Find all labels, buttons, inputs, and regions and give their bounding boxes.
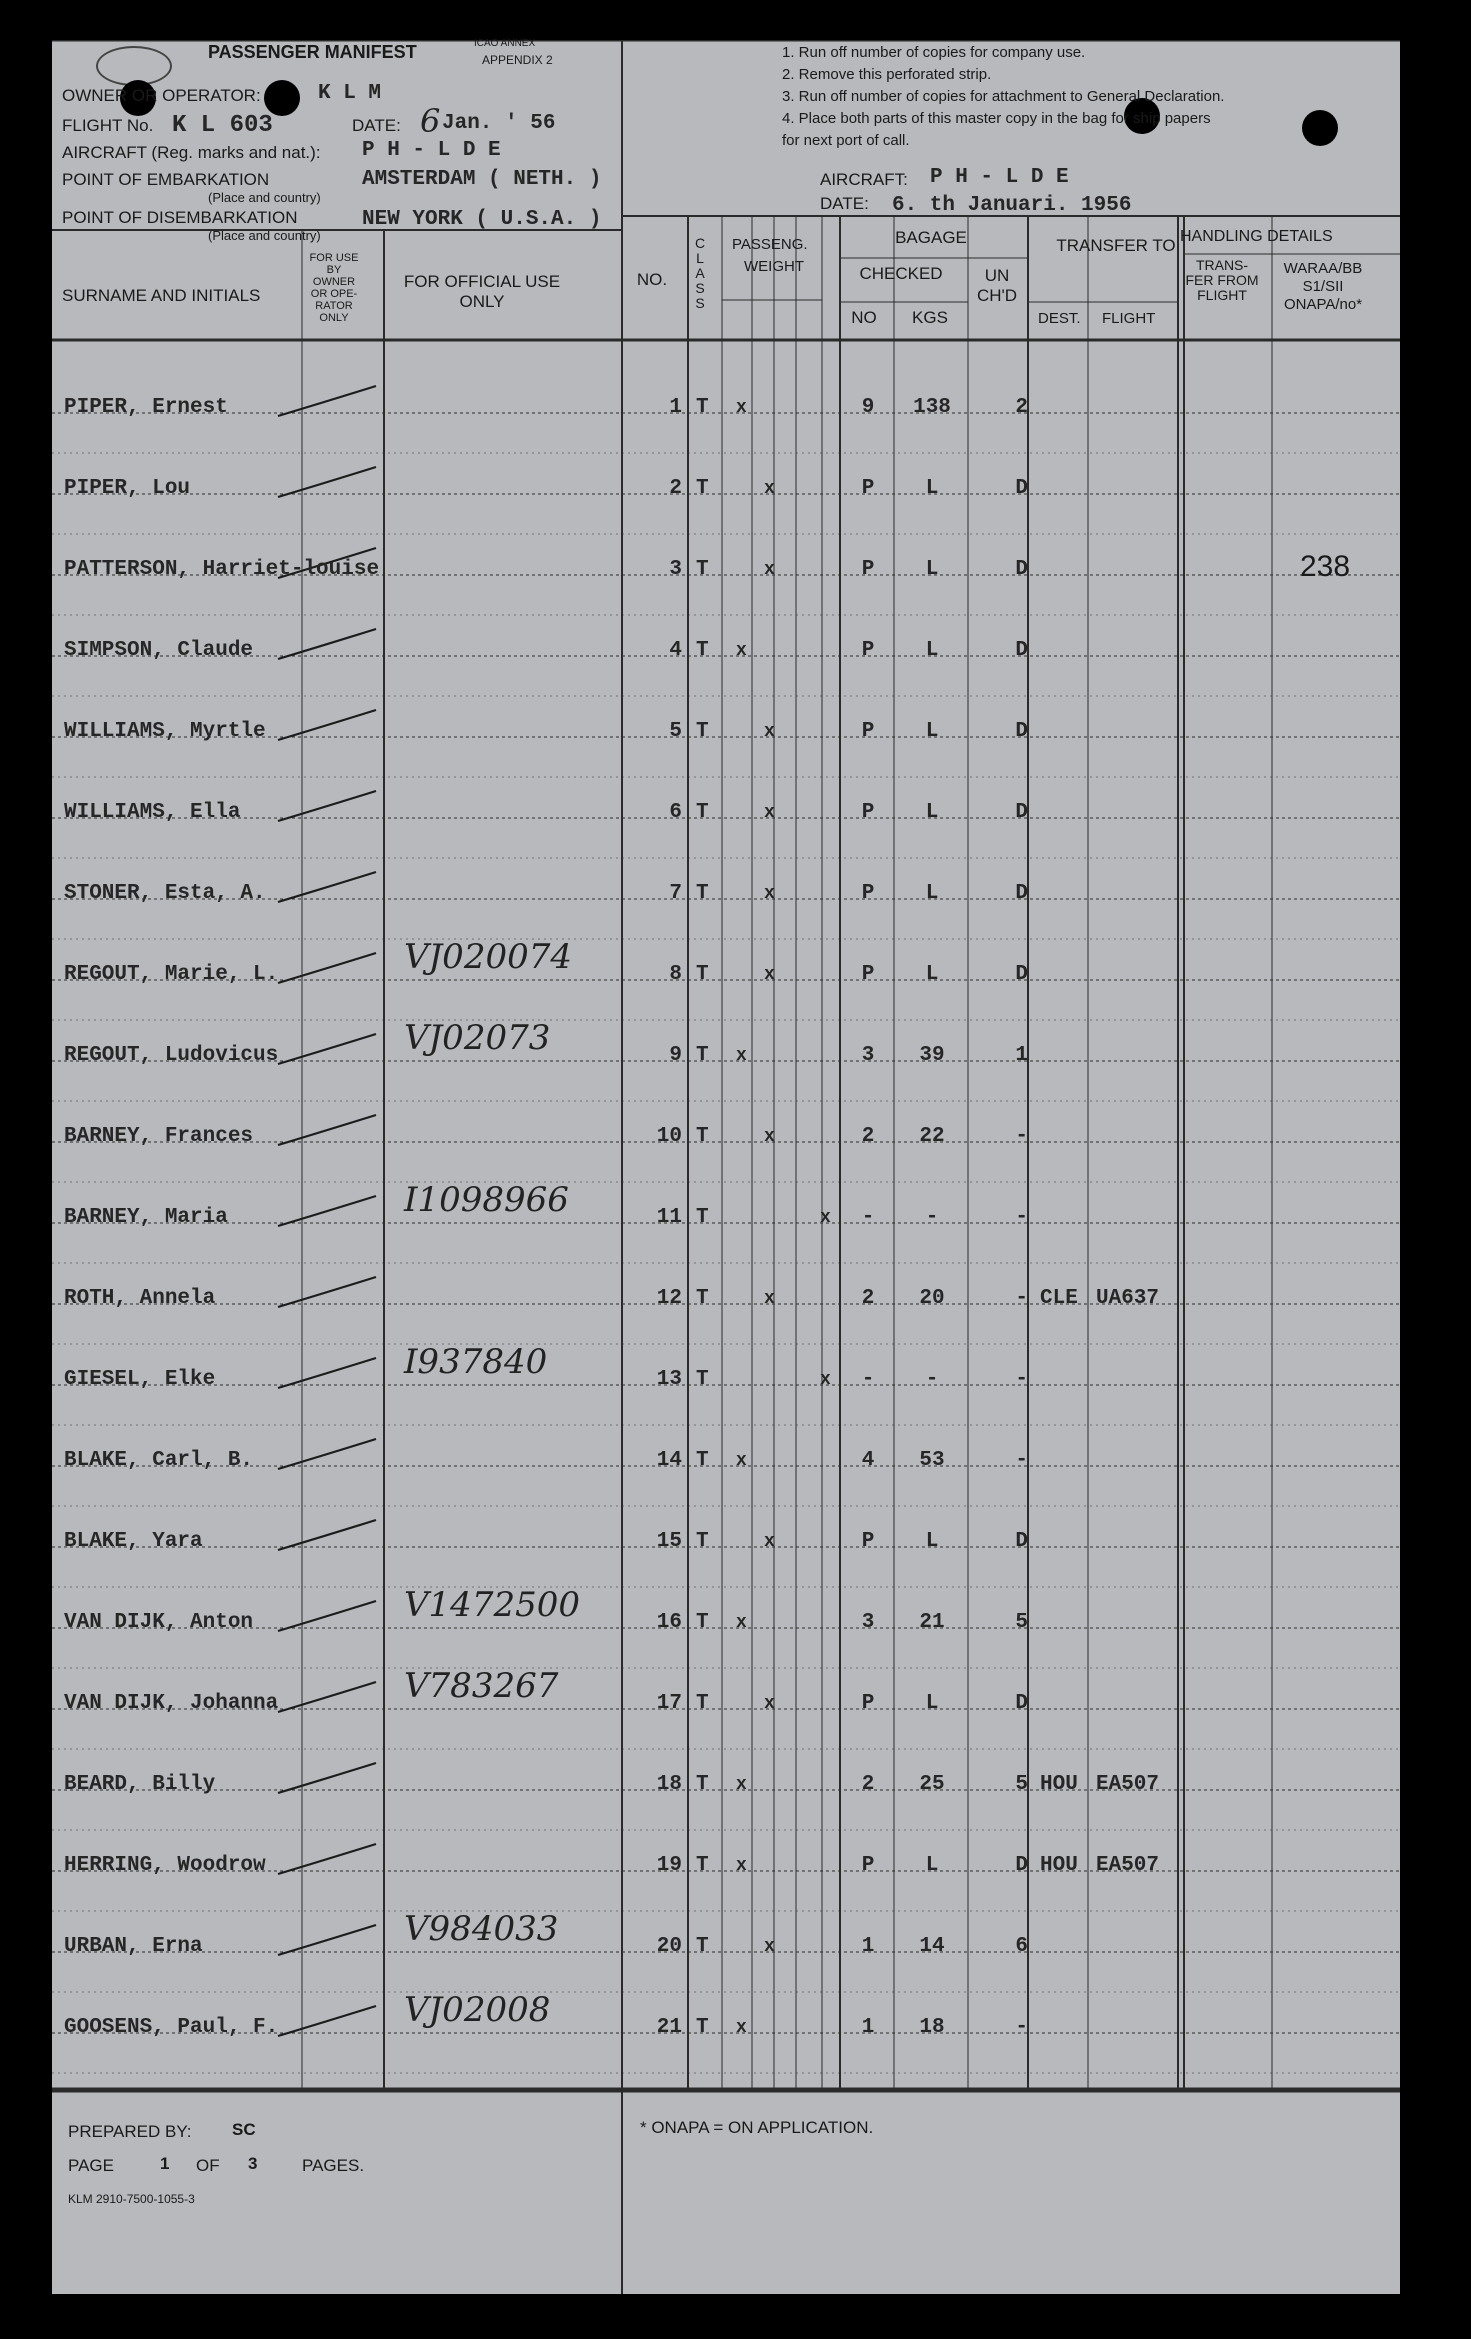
passport-number: V783267 <box>404 1666 559 1706</box>
bag-count: P <box>861 1854 875 1877</box>
col-class: CLASS <box>694 235 706 311</box>
weight-mark: x <box>764 1289 775 1309</box>
passenger-name: GIESEL, Elke <box>64 1368 216 1391</box>
unchecked-value: D <box>1015 639 1028 662</box>
bag-count: 2 <box>861 1125 875 1148</box>
check-stroke <box>278 1844 376 1874</box>
transfer-dest: HOU <box>1040 1854 1078 1877</box>
weight-mark: x <box>736 398 747 418</box>
bag-kgs: L <box>925 558 939 581</box>
row-number: 6 <box>669 801 682 824</box>
transfer-flight: EA507 <box>1096 1854 1160 1877</box>
weight-mark: x <box>764 722 775 742</box>
passenger-name: HERRING, Woodrow <box>64 1854 266 1877</box>
unchecked-value: D <box>1015 1854 1028 1877</box>
class-value: T <box>696 1449 709 1472</box>
date-value: Jan. ' 56 <box>442 112 556 135</box>
col-transfer: TRANSFER TO <box>1056 236 1176 255</box>
date-day: 6 <box>420 102 441 140</box>
col-no: NO. <box>636 270 668 289</box>
bag-kgs: 18 <box>919 2016 945 2039</box>
check-stroke <box>278 953 376 983</box>
weight-mark: x <box>764 1532 775 1552</box>
passenger-name: REGOUT, Ludovicus <box>64 1044 279 1067</box>
bag-kgs: 25 <box>919 1773 945 1796</box>
row-number: 14 <box>656 1449 682 1472</box>
bag-count: P <box>861 558 875 581</box>
unchecked-value: D <box>1015 882 1028 905</box>
check-stroke <box>278 791 376 821</box>
bag-kgs: L <box>925 720 939 743</box>
bag-kgs: L <box>925 882 939 905</box>
check-stroke <box>278 1358 376 1388</box>
unchecked-value: - <box>1015 1206 1028 1229</box>
check-stroke <box>278 872 376 902</box>
embark-label: POINT OF EMBARKATION <box>62 170 270 189</box>
passport-number: VJ02008 <box>404 1990 551 2030</box>
row-number: 21 <box>656 2016 682 2039</box>
flight-label: FLIGHT No. <box>62 116 154 135</box>
weight-mark: x <box>736 1046 747 1066</box>
class-value: T <box>696 558 709 581</box>
passenger-name: GOOSENS, Paul, F. <box>64 2016 279 2039</box>
bag-count: - <box>861 1368 875 1391</box>
instruction-item: 2. Remove this perforated strip. <box>782 66 992 83</box>
col-surname: SURNAME AND INITIALS <box>62 286 261 305</box>
unchecked-value: 6 <box>1015 1935 1028 1958</box>
row-number: 16 <box>656 1611 682 1634</box>
transfer-flight: UA637 <box>1096 1287 1160 1310</box>
instruction-item: for next port of call. <box>782 132 910 149</box>
passenger-name: BARNEY, Maria <box>64 1206 228 1229</box>
class-value: T <box>696 1530 709 1553</box>
passenger-name: WILLIAMS, Ella <box>64 801 241 824</box>
class-value: T <box>696 1125 709 1148</box>
aircraft-value: P H - L D E <box>362 139 501 162</box>
passenger-name: SIMPSON, Claude <box>64 639 254 662</box>
unchecked-value: - <box>1015 2016 1028 2039</box>
form-grid-lines <box>52 40 1400 2294</box>
col-handling: HANDLING DETAILS <box>1180 228 1333 245</box>
flight-value: K L 603 <box>172 112 273 139</box>
passenger-name: BEARD, Billy <box>64 1773 216 1796</box>
manifest-sheet <box>52 40 1400 2294</box>
passport-number: V984033 <box>404 1909 559 1949</box>
unchecked-value: 5 <box>1015 1611 1028 1634</box>
passenger-name: PIPER, Ernest <box>64 396 228 419</box>
row-number: 19 <box>656 1854 682 1877</box>
instr-aircraft-label: AIRCRAFT: <box>820 170 908 189</box>
bag-count: P <box>861 477 875 500</box>
bag-kgs: 138 <box>913 396 951 419</box>
bag-count: P <box>861 1692 875 1715</box>
row-number: 18 <box>656 1773 682 1796</box>
bag-kgs: L <box>925 1854 939 1877</box>
weight-mark: x <box>736 1451 747 1471</box>
bag-kgs: 14 <box>919 1935 945 1958</box>
passport-number: VJ02073 <box>404 1018 551 1058</box>
col-official: FOR OFFICIAL USE ONLY <box>403 272 561 311</box>
row-number: 1 <box>669 396 682 419</box>
bag-count: 2 <box>861 1287 875 1310</box>
embark-value: AMSTERDAM ( NETH. ) <box>362 168 602 191</box>
side-note-number: 238 <box>1300 550 1351 583</box>
check-stroke <box>278 1196 376 1226</box>
passenger-name: BLAKE, Carl, B. <box>64 1449 254 1472</box>
passenger-name: BLAKE, Yara <box>64 1530 203 1553</box>
bag-count: 3 <box>861 1611 875 1634</box>
bag-count: 2 <box>861 1773 875 1796</box>
passenger-name: PIPER, Lou <box>64 477 191 500</box>
passenger-name: STONER, Esta, A. <box>64 882 266 905</box>
unchecked-value: D <box>1015 963 1028 986</box>
weight-mark: x <box>764 1694 775 1714</box>
unchecked-value: - <box>1015 1287 1028 1310</box>
page-label: PAGE <box>68 2156 114 2175</box>
date-label: DATE: <box>352 116 401 135</box>
weight-mark: x <box>764 1127 775 1147</box>
transfer-dest: HOU <box>1040 1773 1078 1796</box>
aircraft-label: AIRCRAFT (Reg. marks and nat.): <box>62 143 321 162</box>
weight-mark: x <box>736 641 747 661</box>
bag-count: 3 <box>861 1044 875 1067</box>
transfer-flight: EA507 <box>1096 1773 1160 1796</box>
col-bagage: BAGAGE <box>895 228 967 247</box>
form-title: PASSENGER MANIFEST <box>208 42 417 62</box>
bag-kgs: L <box>925 1692 939 1715</box>
passport-number: V1472500 <box>404 1585 580 1625</box>
weight-mark: x <box>764 803 775 823</box>
check-stroke <box>278 1034 376 1064</box>
check-stroke <box>278 1682 376 1712</box>
passenger-name: WILLIAMS, Myrtle <box>64 720 266 743</box>
bag-count: 9 <box>861 396 875 419</box>
passport-number: VJ020074 <box>404 937 572 977</box>
check-stroke <box>278 1763 376 1793</box>
weight-mark: x <box>820 1370 831 1390</box>
disembark-value: NEW YORK ( U.S.A. ) <box>362 208 602 231</box>
row-number: 5 <box>669 720 682 743</box>
check-stroke <box>278 1439 376 1469</box>
check-stroke <box>278 2006 376 2036</box>
of-label: OF <box>196 2156 220 2175</box>
check-stroke <box>278 629 376 659</box>
weight-mark: x <box>820 1208 831 1228</box>
bag-count: 1 <box>861 2016 875 2039</box>
of-value: 3 <box>248 2154 258 2173</box>
weight-mark: x <box>764 965 775 985</box>
bag-kgs: L <box>925 963 939 986</box>
punch-hole <box>264 80 300 116</box>
bag-count: P <box>861 639 875 662</box>
row-number: 3 <box>669 558 682 581</box>
passport-number: I937840 <box>404 1342 548 1382</box>
class-value: T <box>696 639 709 662</box>
class-value: T <box>696 882 709 905</box>
weight-mark: x <box>764 884 775 904</box>
row-number: 11 <box>656 1206 682 1229</box>
weight-mark: x <box>764 1937 775 1957</box>
bag-kgs: - <box>925 1368 939 1391</box>
row-number: 8 <box>669 963 682 986</box>
class-value: T <box>696 1368 709 1391</box>
bag-kgs: 53 <box>919 1449 945 1472</box>
class-value: T <box>696 396 709 419</box>
class-value: T <box>696 963 709 986</box>
col-checked: CHECKED <box>859 264 943 283</box>
check-stroke <box>278 1115 376 1145</box>
instruction-item: 3. Run off number of copies for attachment to General Declaration. <box>782 88 1225 105</box>
bag-count: P <box>861 1530 875 1553</box>
class-value: T <box>696 1854 709 1877</box>
unchecked-value: - <box>1015 1449 1028 1472</box>
class-value: T <box>696 801 709 824</box>
weight-mark: x <box>736 1856 747 1876</box>
weight-mark: x <box>736 1775 747 1795</box>
unchecked-value: D <box>1015 1692 1028 1715</box>
bag-count: P <box>861 720 875 743</box>
passenger-name: REGOUT, Marie, L. <box>64 963 279 986</box>
row-number: 17 <box>656 1692 682 1715</box>
instruction-item: 4. Place both parts of this master copy in the bag for ship papers <box>782 110 1211 127</box>
unchecked-value: 5 <box>1015 1773 1028 1796</box>
weight-mark: x <box>736 2018 747 2038</box>
passenger-name: URBAN, Erna <box>64 1935 203 1958</box>
row-number: 2 <box>669 477 682 500</box>
bag-kgs: 39 <box>919 1044 945 1067</box>
bag-kgs: L <box>925 1530 939 1553</box>
unchecked-value: - <box>1015 1125 1028 1148</box>
embark-sub: (Place and country) <box>208 190 321 205</box>
weight-mark: x <box>764 479 775 499</box>
disembark-sub: (Place and country) <box>208 228 321 243</box>
weight-mark: x <box>764 560 775 580</box>
col-unchd: UN CH'D <box>976 266 1018 305</box>
appendix-top: ICAO ANNEX <box>474 38 536 49</box>
transfer-dest: CLE <box>1040 1287 1078 1310</box>
passenger-name: PATTERSON, Harriet-louise <box>64 558 380 581</box>
bag-count: - <box>861 1206 875 1229</box>
class-value: T <box>696 1287 709 1310</box>
unchecked-value: D <box>1015 801 1028 824</box>
row-number: 15 <box>656 1530 682 1553</box>
class-value: T <box>696 1206 709 1229</box>
unchecked-value: 2 <box>1015 396 1028 419</box>
bag-count: 4 <box>861 1449 875 1472</box>
check-stroke <box>278 1277 376 1307</box>
class-value: T <box>696 720 709 743</box>
unchecked-value: D <box>1015 720 1028 743</box>
instruction-item: 1. Run off number of copies for company use. <box>782 44 1086 61</box>
footer-note: * ONAPA = ON APPLICATION. <box>640 2118 874 2137</box>
bag-kgs: 22 <box>919 1125 945 1148</box>
passenger-name: BARNEY, Frances <box>64 1125 254 1148</box>
instr-date-label: DATE: <box>820 194 869 213</box>
class-value: T <box>696 2016 709 2039</box>
bag-count: 1 <box>861 1935 875 1958</box>
col-passeng: PASSENG. <box>732 236 808 253</box>
row-number: 13 <box>656 1368 682 1391</box>
bag-count: P <box>861 801 875 824</box>
form-code: KLM 2910-7500-1055-3 <box>68 2192 195 2206</box>
col-owner-use: FOR USE BY OWNER OR OPE- RATOR ONLY <box>309 252 359 324</box>
bag-count: P <box>861 882 875 905</box>
row-number: 20 <box>656 1935 682 1958</box>
row-number: 4 <box>669 639 682 662</box>
check-stroke <box>278 1601 376 1631</box>
unchecked-value: - <box>1015 1368 1028 1391</box>
col-bag-no: NO <box>851 308 877 327</box>
prepared-value: SC <box>232 2120 256 2139</box>
owner-value: K L M <box>318 82 382 105</box>
col-flight: FLIGHT <box>1102 310 1156 327</box>
col-waraa: WARAA/BB S1/SII ONAPA/no* <box>1283 260 1363 313</box>
page-value: 1 <box>160 2154 170 2173</box>
bag-kgs: L <box>925 801 939 824</box>
class-value: T <box>696 1044 709 1067</box>
weight-mark: x <box>736 1613 747 1633</box>
bag-kgs: 20 <box>919 1287 945 1310</box>
appendix-label: APPENDIX 2 <box>482 53 553 67</box>
pages-label: PAGES. <box>302 2156 365 2175</box>
unchecked-value: D <box>1015 1530 1028 1553</box>
instr-aircraft-value: P H - L D E <box>930 166 1069 189</box>
bag-kgs: L <box>925 639 939 662</box>
check-stroke <box>278 710 376 740</box>
passenger-name: VAN DIJK, Anton <box>64 1611 254 1634</box>
class-value: T <box>696 1773 709 1796</box>
bag-kgs: L <box>925 477 939 500</box>
bag-kgs: - <box>925 1206 939 1229</box>
class-value: T <box>696 477 709 500</box>
punch-hole <box>1302 110 1338 146</box>
check-stroke <box>278 1520 376 1550</box>
prepared-label: PREPARED BY: <box>68 2122 192 2141</box>
unchecked-value: D <box>1015 477 1028 500</box>
class-value: T <box>696 1935 709 1958</box>
disembark-label: POINT OF DISEMBARKATION <box>62 208 298 227</box>
bag-count: P <box>861 963 875 986</box>
instr-date-value: 6. th Januari. 1956 <box>892 194 1132 217</box>
bag-kgs: 21 <box>919 1611 945 1634</box>
col-dest: DEST. <box>1038 310 1081 327</box>
check-stroke <box>278 386 376 416</box>
class-value: T <box>696 1611 709 1634</box>
row-number: 7 <box>669 882 682 905</box>
col-transfer-from: TRANS- FER FROM FLIGHT <box>1185 257 1259 303</box>
check-stroke <box>278 1925 376 1955</box>
row-number: 9 <box>669 1044 682 1067</box>
check-stroke <box>278 467 376 497</box>
row-number: 10 <box>656 1125 682 1148</box>
col-kgs: KGS <box>912 308 948 327</box>
unchecked-value: D <box>1015 558 1028 581</box>
owner-label: OWNER OR OPERATOR: <box>62 86 261 105</box>
unchecked-value: 1 <box>1015 1044 1028 1067</box>
row-number: 12 <box>656 1287 682 1310</box>
passenger-name: ROTH, Annela <box>64 1287 216 1310</box>
passport-number: I1098966 <box>404 1180 569 1220</box>
col-weight: WEIGHT <box>744 258 804 275</box>
class-value: T <box>696 1692 709 1715</box>
passenger-name: VAN DIJK, Johanna <box>64 1692 279 1715</box>
